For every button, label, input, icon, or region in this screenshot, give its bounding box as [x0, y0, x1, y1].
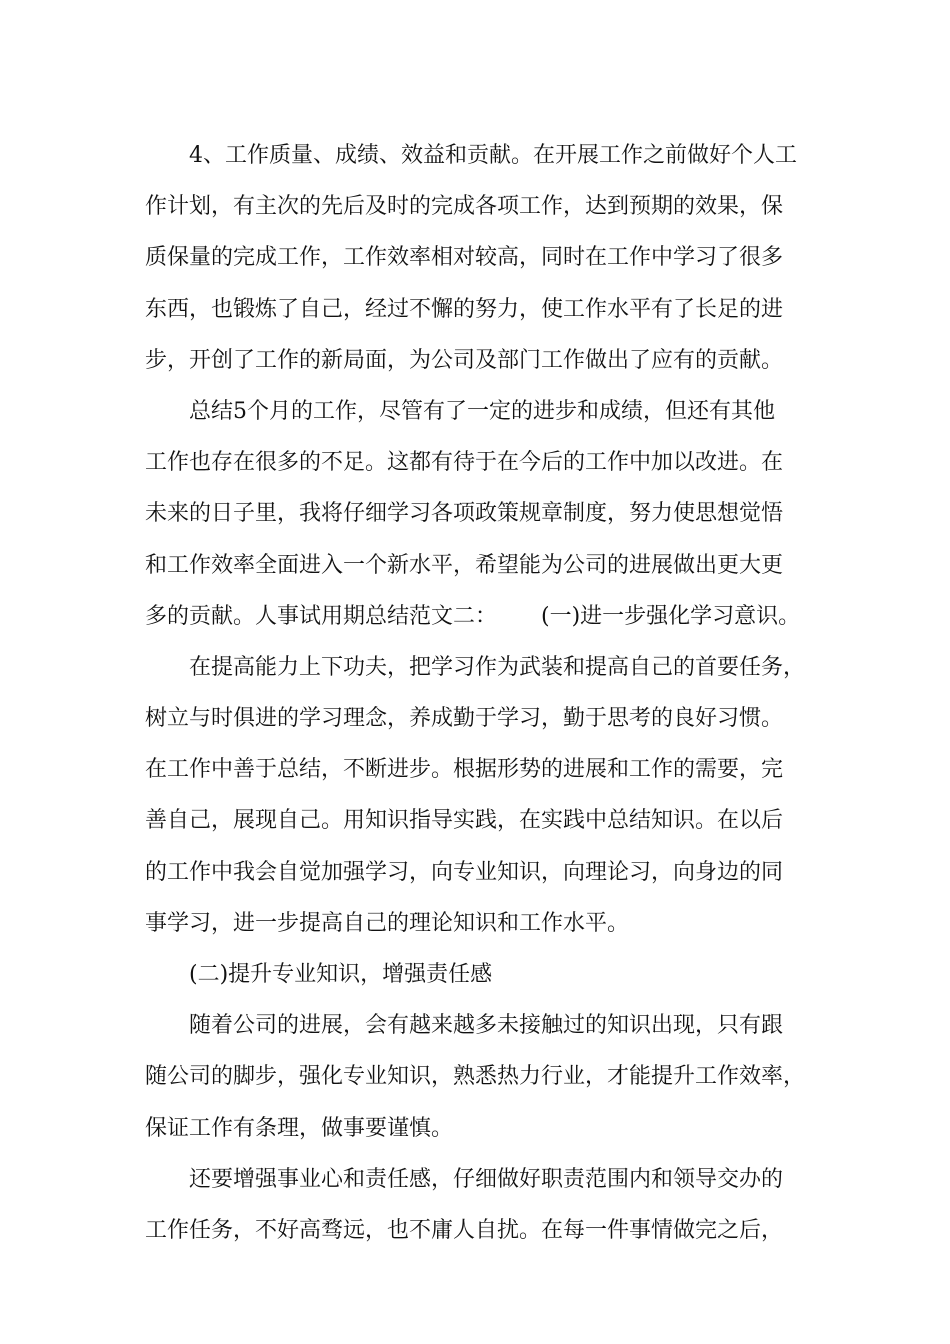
document-body [145, 130, 815, 1256]
section-heading-one: (一)进一步强化学习意识。 [541, 603, 801, 629]
text-line: 随着公司的进展，会有越来越多未接触过的知识出现，只有跟 [189, 1013, 784, 1039]
text-line: 保证工作有条理，做事要谨慎。 [145, 1115, 454, 1141]
text-line: 在提高能力上下功夫，把学习作为武装和提高自己的首要任务， [189, 654, 806, 680]
text-segment: 多的贡献。人事试用期总结范文二： [145, 603, 498, 629]
section-heading-two [145, 949, 815, 1000]
text-line: 东西，也锻炼了自己，经过不懈的努力，使工作水平有了长足的进 [145, 296, 784, 322]
paragraph-professional-knowledge [145, 1000, 815, 1154]
text-line: 工作任务，不好高骛远，也不庸人自扰。在每一件事情做完之后， [145, 1217, 784, 1243]
text-line: 未来的日子里，我将仔细学习各项政策规章制度，努力使思想觉悟 [145, 501, 784, 527]
text-line: 4、工作质量、成绩、效益和贡献。在开展工作之前做好个人工 [189, 143, 797, 168]
text-line: 作计划，有主次的先后及时的完成各项工作，达到预期的效果，保 [145, 194, 784, 220]
text-line: 善自己，展现自己。用知识指导实践，在实践中总结知识。在以后 [145, 808, 784, 834]
text-line: 事学习，进一步提高自己的理论知识和工作水平。 [145, 910, 630, 936]
paragraph-work-quality [145, 130, 815, 386]
text-line: 还要增强事业心和责任感，仔细做好职责范围内和领导交办的 [189, 1166, 784, 1192]
paragraph-summary [145, 386, 815, 642]
text-line: 树立与时俱进的学习理念，养成勤于学习，勤于思考的良好习惯。 [145, 706, 784, 732]
text-line: 和工作效率全面进入一个新水平，希望能为公司的进展做出更大更 [145, 552, 784, 578]
paragraph-responsibility [145, 1154, 815, 1256]
text-line: 工作也存在很多的不足。这都有待于在今后的工作中加以改进。在 [145, 450, 784, 476]
text-line [145, 591, 815, 642]
text-line: 的工作中我会自觉加强学习，向专业知识，向理论习，向身边的同 [145, 859, 784, 885]
text-line: 总结5个月的工作，尽管有了一定的进步和成绩，但还有其他 [189, 398, 775, 424]
text-line: 步，开创了工作的新局面，为公司及部门工作做出了应有的贡献。 [145, 347, 784, 373]
text-line: 在工作中善于总结，不断进步。根据形势的进展和工作的需要，完 [145, 757, 784, 783]
text-line: 质保量的完成工作，工作效率相对较高，同时在工作中学习了很多 [145, 245, 784, 271]
text-line: (二)提升专业知识，增强责任感 [189, 962, 493, 987]
text-line: 随公司的脚步，强化专业知识，熟悉热力行业，才能提升工作效率， [145, 1064, 806, 1090]
paragraph-learning [145, 642, 815, 949]
